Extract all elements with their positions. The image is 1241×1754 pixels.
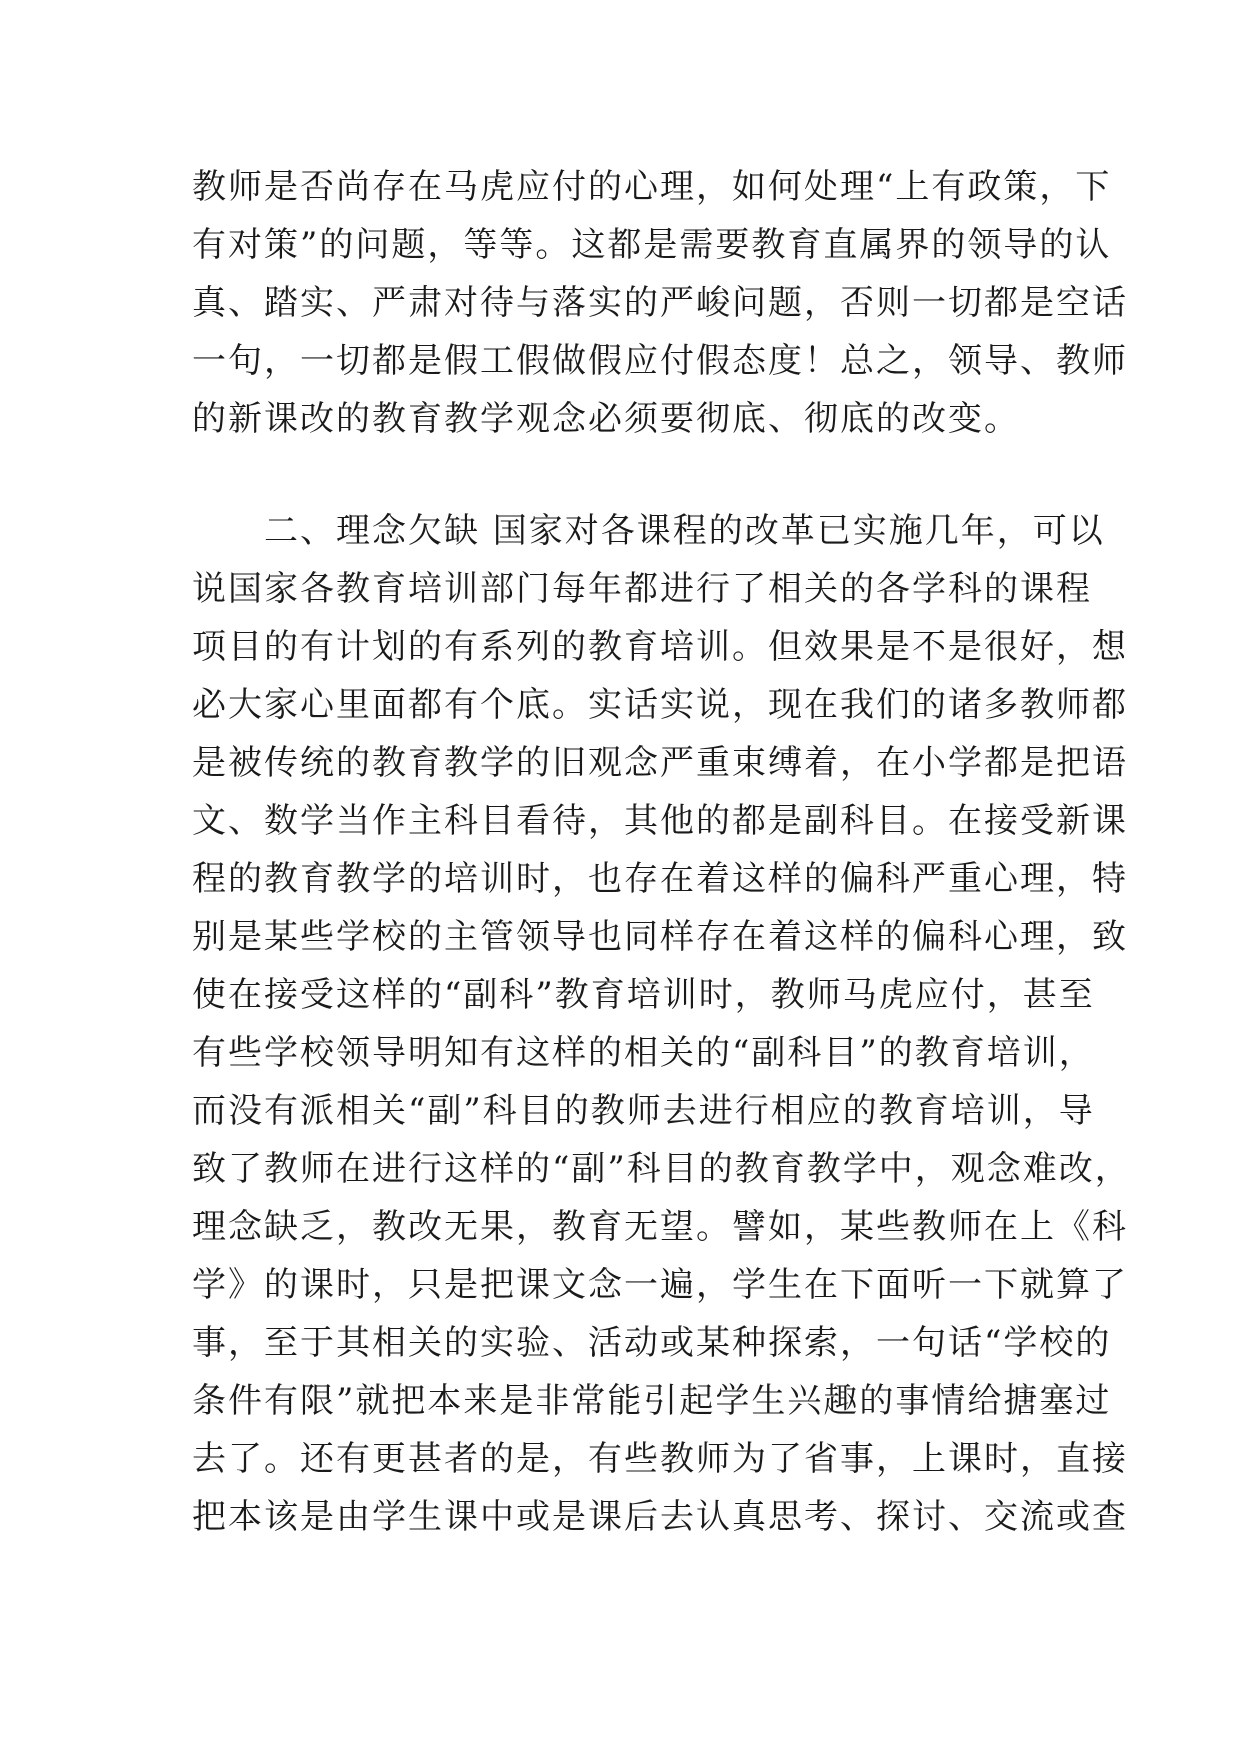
paragraph-line: 程的教育教学的培训时，也存在着这样的偏科严重心理，特 <box>192 859 1128 899</box>
paragraph-line: 说国家各教育培训部门每年都进行了相关的各学科的课程 <box>192 569 1092 609</box>
paragraph-line: 把本该是由学生课中或是课后去认真思考、探讨、交流或查 <box>192 1497 1128 1537</box>
paragraph-line: 教师是否尚存在马虎应付的心理，如何处理“上有政策，下 <box>192 167 1112 207</box>
paragraph-line: 一句，一切都是假工假做假应付假态度！总之，领导、教师 <box>192 341 1128 381</box>
paragraph-line: 有对策”的问题，等等。这都是需要教育直属界的领导的认 <box>192 225 1112 265</box>
paragraph-line: 二、理念欠缺 国家对各课程的改革已实施几年，可以 <box>192 511 1105 551</box>
paragraph-line: 必大家心里面都有个底。实话实说，现在我们的诸多教师都 <box>192 685 1128 725</box>
paragraph-line: 致了教师在进行这样的“副”科目的教育教学中，观念难改， <box>192 1149 1131 1189</box>
paragraph-line: 项目的有计划的有系列的教育培训。但效果是不是很好，想 <box>192 627 1128 667</box>
paragraph-line: 是被传统的教育教学的旧观念严重束缚着，在小学都是把语 <box>192 743 1128 783</box>
paragraph-line: 的新课改的教育教学观念必须要彻底、彻底的改变。 <box>192 399 1020 439</box>
paragraph-line: 学》的课时，只是把课文念一遍，学生在下面听一下就算了 <box>192 1265 1128 1305</box>
paragraph-line: 别是某些学校的主管领导也同样存在着这样的偏科心理，致 <box>192 917 1128 957</box>
paragraph-line: 去了。还有更甚者的是，有些教师为了省事，上课时，直接 <box>192 1439 1128 1479</box>
paragraph-line: 文、数学当作主科目看待，其他的都是副科目。在接受新课 <box>192 801 1128 841</box>
paragraph-line: 有些学校领导明知有这样的相关的“副科目”的教育培训， <box>192 1033 1095 1073</box>
paragraph-line: 理念缺乏，教改无果，教育无望。譬如，某些教师在上《科 <box>192 1207 1128 1247</box>
paragraph-line: 而没有派相关“副”科目的教师去进行相应的教育培训，导 <box>192 1091 1095 1131</box>
paragraph-1 <box>192 158 1128 448</box>
paragraph-line: 事，至于其相关的实验、活动或某种探索，一句话“学校的 <box>192 1323 1112 1363</box>
paragraph-2 <box>192 502 1131 1546</box>
paragraph-line: 真、踏实、严肃对待与落实的严峻问题，否则一切都是空话 <box>192 283 1128 323</box>
paragraph-line: 条件有限”就把本来是非常能引起学生兴趣的事情给搪塞过 <box>192 1381 1112 1421</box>
paragraph-line: 使在接受这样的“副科”教育培训时，教师马虎应付，甚至 <box>192 975 1095 1015</box>
